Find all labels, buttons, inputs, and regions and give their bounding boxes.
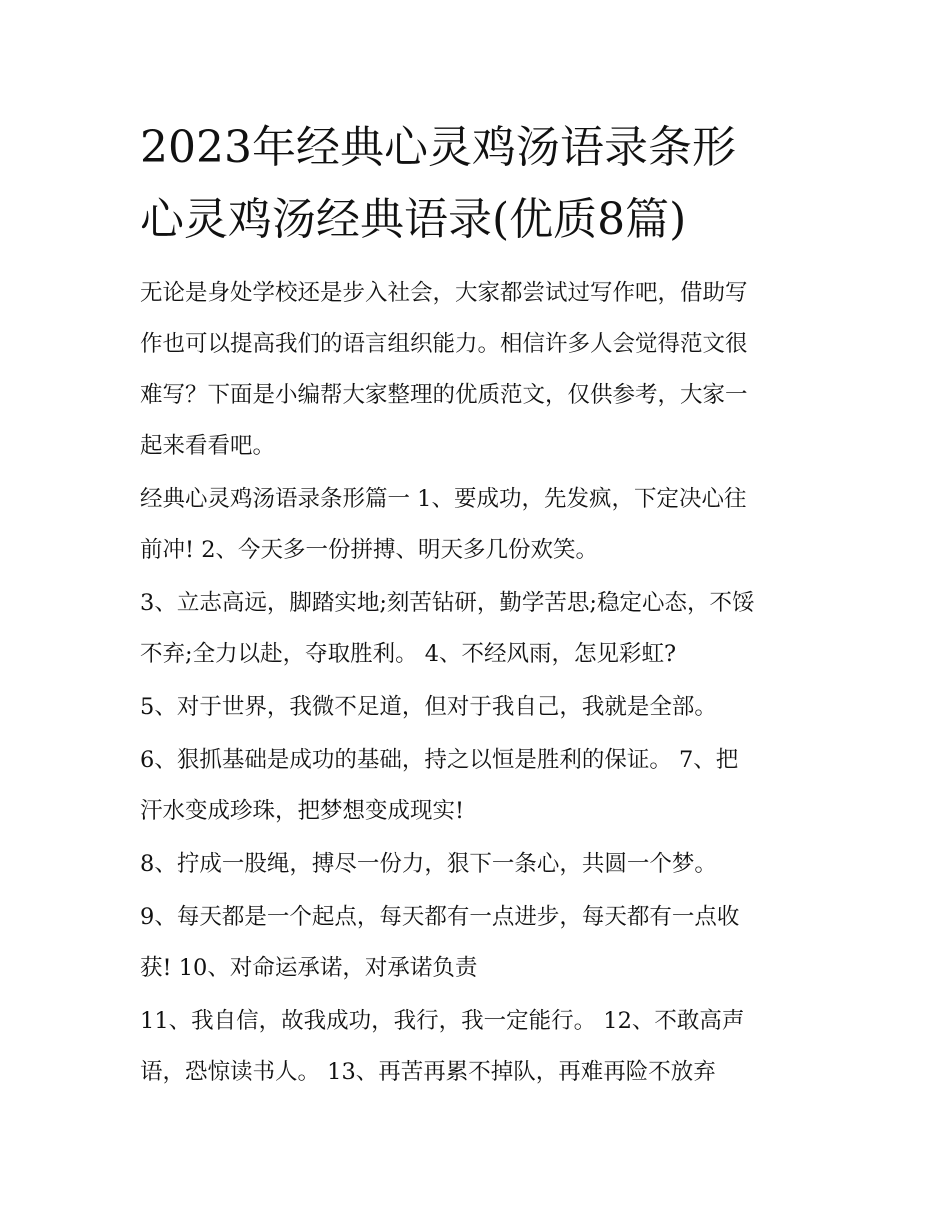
text-line: 汗水变成珍珠，把梦想变成现实!	[140, 798, 465, 824]
text-line: 获! 10、对命运承诺，对承诺负责	[140, 955, 478, 981]
paragraph-quote-5	[140, 682, 820, 733]
text-line: 8、拧成一股绳，搏尽一份力，狠下一条心，共圆一个梦。	[140, 851, 717, 877]
text-line: 经典心灵鸡汤语录条形篇一 1、要成功，先发疯，下定决心往	[140, 486, 747, 512]
paragraph-intro	[140, 268, 820, 472]
text-line: 9、每天都是一个起点，每天都有一点进步，每天都有一点收	[140, 904, 740, 930]
document-title	[140, 112, 820, 256]
document-page	[140, 112, 820, 1100]
text-line: 不弃;全力以赴，夺取胜利。 4、不经风雨，怎见彩虹?	[140, 641, 677, 667]
title-line-1: 2023年经典心灵鸡汤语录条形	[140, 122, 736, 173]
paragraph-quotes-3-4	[140, 578, 820, 680]
title-line-2: 心灵鸡汤经典语录(优质8篇)	[140, 194, 687, 245]
text-line: 作也可以提高我们的语言组织能力。相信许多人会觉得范文很	[140, 331, 748, 357]
text-line: 语，恐惊读书人。 13、再苦再累不掉队，再难再险不放弃	[140, 1059, 716, 1085]
paragraph-quotes-11-13	[140, 996, 820, 1098]
paragraph-quotes-9-10	[140, 892, 820, 994]
text-line: 前冲! 2、今天多一份拼搏、明天多几份欢笑。	[140, 537, 599, 563]
paragraph-quotes-6-7	[140, 735, 820, 837]
text-line: 难写？下面是小编帮大家整理的优质范文，仅供参考，大家一	[140, 382, 748, 408]
text-line: 起来看看吧。	[140, 433, 276, 459]
text-line: 3、立志高远，脚踏实地;刻苦钻研，勤学苦思;稳定心态，不馁	[140, 590, 755, 616]
text-line: 无论是身处学校还是步入社会，大家都尝试过写作吧，借助写	[140, 280, 748, 306]
paragraph-quotes-1-2	[140, 474, 820, 576]
paragraph-quote-8	[140, 839, 820, 890]
text-line: 5、对于世界，我微不足道，但对于我自己，我就是全部。	[140, 694, 717, 720]
text-line: 6、狠抓基础是成功的基础，持之以恒是胜利的保证。 7、把	[140, 747, 739, 773]
text-line: 11、我自信，故我成功，我行，我一定能行。 12、不敢高声	[140, 1008, 745, 1034]
document-body	[140, 268, 820, 1098]
